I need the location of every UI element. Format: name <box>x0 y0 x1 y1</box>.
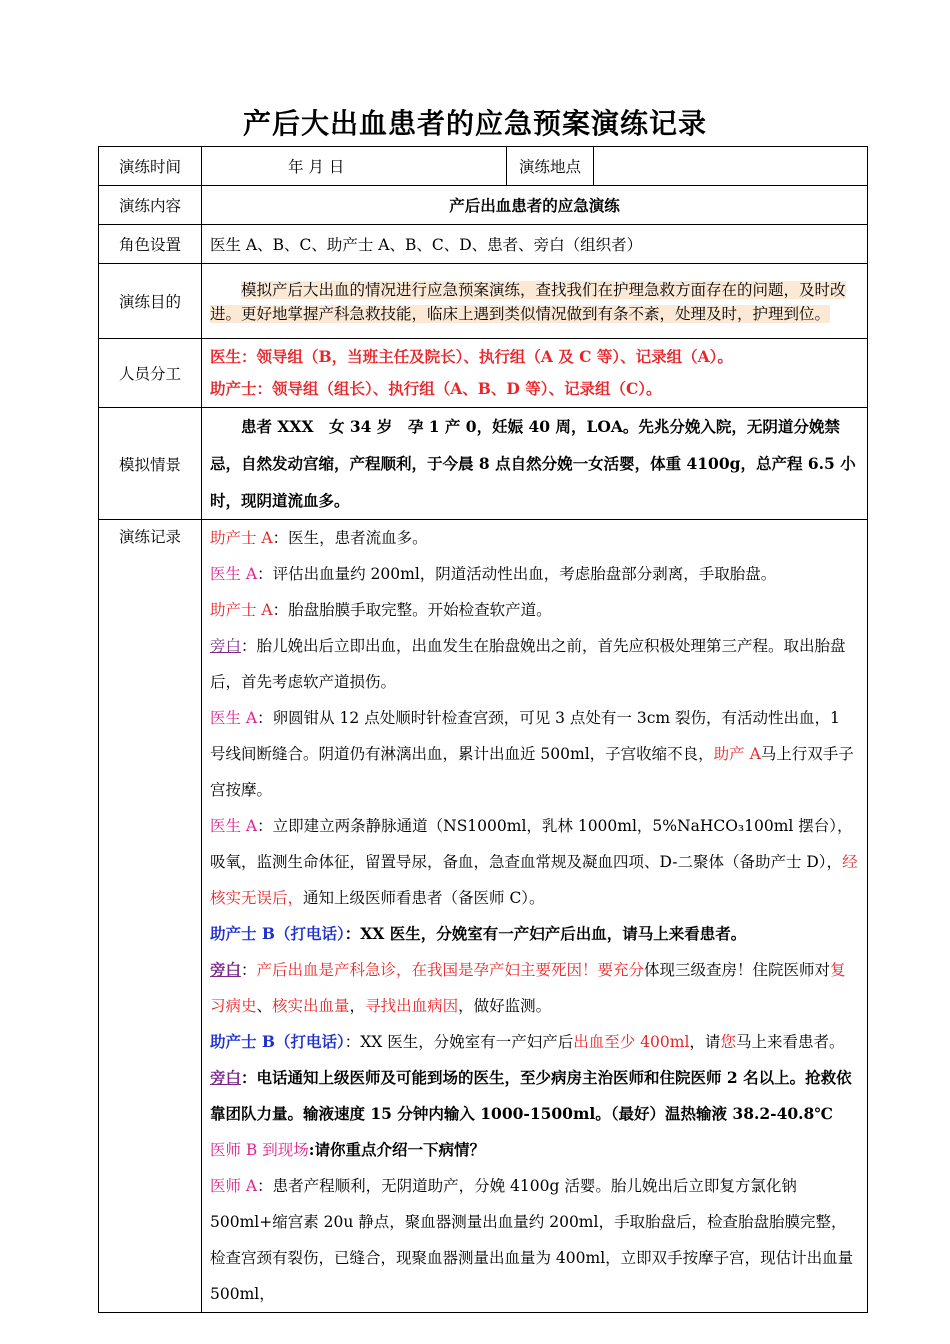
log-line-8 <box>210 952 859 1024</box>
label-roles: 角色设置 <box>99 225 202 264</box>
emphasis-text: 复习病史 <box>210 961 846 1015</box>
label-time: 演练时间 <box>99 147 202 186</box>
speech-text: ：患者产程顺利，无阴道助产，分娩 4100g 活婴。胎儿娩出后立即复方氯化钠 500ml+缩宫素 20u 静点，聚血器测量出血量约 200ml，手取胎盘后，检查胎盘胎膜完整，检查宫颈有裂伤，已缝合，现聚血器测量出血量为 400ml，立即双手按摩子宫，现估计出血量 500ml， <box>210 1177 854 1303</box>
emphasis-text: 核实出血量 <box>272 997 350 1015</box>
value-place <box>594 147 868 186</box>
row-scene <box>99 408 868 520</box>
speech-text: 马上来看患者。 <box>735 1033 845 1051</box>
row-log <box>99 520 868 1313</box>
staff-cell <box>202 339 868 408</box>
speaker-midwife-b: 助产士 B（打电话） <box>210 924 345 943</box>
speech-text: ， <box>349 997 366 1015</box>
row-goal <box>99 264 868 339</box>
log-line-7 <box>210 916 859 952</box>
label-scene: 模拟情景 <box>99 408 202 520</box>
log-line-10 <box>210 1060 859 1132</box>
speech-text: ：立即建立两条静脉通道（NS1000ml，乳林 1000ml，5%NaHCO₃100ml 摆台），吸氧，监测生命体征，留置导尿，备血，急查血常规及凝血四项、D-二聚体（备助产士 D）， <box>210 817 853 871</box>
speaker-midwife-b: 助产士 B（打电话） <box>210 1032 345 1051</box>
scene-cell <box>202 408 868 520</box>
speaker-doctor-a: 医生 A <box>210 709 258 727</box>
goal-cell <box>202 264 868 339</box>
speaker-doctor-a: 医生 A <box>210 565 258 583</box>
emphasis-text: 经核实无误后， <box>210 853 858 907</box>
label-content: 演练内容 <box>99 186 202 225</box>
speech-text: :请你重点介绍一下病情？ <box>308 1140 485 1159</box>
label-goal: 演练目的 <box>99 264 202 339</box>
speech-text: ：医生，患者流血多。 <box>272 529 428 547</box>
emphasis-text: 出血至少 400ml <box>573 1033 690 1051</box>
log-line-5 <box>210 700 859 808</box>
log-line-6 <box>210 808 859 916</box>
document-title: 产后大出血患者的应急预案演练记录 <box>242 107 707 140</box>
value-scene: 患者 XXX 女 34 岁 孕 1 产 0，妊娠 40 周，LOA。先兆分娩入院，无阴道分娩禁忌，自然发动宫缩，产程顺利，于今晨 8 点自然分娩一女活婴，体重 4100g，总产程 6.5 小时，现阴道流血多。 <box>210 417 856 510</box>
speech-text: ：XX 医生，分娩室有一产妇产后出血，请马上来看患者。 <box>344 924 747 943</box>
speech-text: ：胎儿娩出后立即出血，出血发生在胎盘娩出之前，首先应积极处理第三产程。取出胎盘后，首先考虑软产道损伤。 <box>210 637 846 691</box>
value-goal: 模拟产后大出血的情况进行应急预案演练，查找我们在护理急救方面存在的问题，及时改进。更好地掌握产科急救技能，临床上遇到类似情况做到有条不紊，处理及时，护理到位。 <box>210 281 846 323</box>
value-content: 产后出血患者的应急演练 <box>202 186 868 225</box>
log-cell <box>202 520 868 1313</box>
label-log: 演练记录 <box>99 520 202 1313</box>
log-line-11 <box>210 1132 859 1168</box>
speaker-midwife-a-inline: 助产 A <box>713 745 761 763</box>
speech-text: ：评估出血量约 200ml，阴道活动性出血，考虑胎盘部分剥离，手取胎盘。 <box>257 565 777 583</box>
speaker-narrator: 旁白 <box>210 1068 242 1087</box>
value-roles: 医生 A、B、C、助产士 A、B、C、D、患者、旁白（组织者） <box>202 225 868 264</box>
speech-text: ： <box>241 961 257 979</box>
speaker-narrator: 旁白 <box>210 960 242 979</box>
log-line-4 <box>210 628 859 700</box>
speech-text: ，做好监测。 <box>458 997 552 1015</box>
staff-midwives: 助产士：领导组（组长）、执行组（A、B、D 等）、记录组（C）。 <box>210 379 662 398</box>
row-staff <box>99 339 868 408</box>
label-staff: 人员分工 <box>99 339 202 408</box>
speaker-doctor-a: 医师 A <box>210 1177 258 1195</box>
staff-doctors: 医生：领导组（B，当班主任及院长）、执行组（A 及 C 等）、记录组（A）。 <box>210 347 733 366</box>
value-date: 年 月 日 <box>202 147 507 186</box>
emphasis-text: 您 <box>720 1033 736 1051</box>
speaker-doctor-a: 医生 A <box>210 817 258 835</box>
speech-text: ：电话通知上级医师及可能到场的医生，至少病房主治医师和住院医师 2 名以上。抢救依靠团队力量。输液速度 15 分钟内输入 1000-1500ml。（最好）温热输液 38.2-40.8℃ <box>210 1068 852 1123</box>
log-line-3 <box>210 592 859 628</box>
row-roles <box>99 225 868 264</box>
emphasis-text: 寻找出血病因 <box>365 997 459 1015</box>
row-time <box>99 147 868 186</box>
speech-text: 马上行双手子宫按摩。 <box>210 745 854 799</box>
log-line-1 <box>210 520 859 556</box>
emphasis-text: 产后出血是产科急诊，在我国是孕产妇主要死因！要充分 <box>256 961 645 979</box>
drill-record-table <box>98 146 868 1313</box>
speech-text: ：卵圆钳从 12 点处顺时针检查宫颈，可见 3 点处有一 3cm 裂伤，有活动性出血，1 号线间断缝合。阴道仍有淋漓出血，累计出血近 500ml，子宫收缩不良， <box>210 709 840 763</box>
log-line-2 <box>210 556 859 592</box>
speech-text: 体现三级查房！住院医师对 <box>644 961 831 979</box>
log-line-12 <box>210 1168 859 1312</box>
label-place: 演练地点 <box>507 147 594 186</box>
speech-text: 通知上级医师看患者（备医师 C）。 <box>303 889 545 907</box>
speech-text: ，请 <box>689 1033 721 1051</box>
speech-text: ：XX 医生，分娩室有一产妇产后 <box>344 1033 574 1051</box>
speaker-midwife-a: 助产士 A <box>210 529 273 547</box>
log-line-9 <box>210 1024 859 1060</box>
speaker-midwife-a: 助产士 A <box>210 601 273 619</box>
speaker-narrator: 旁白 <box>210 637 242 655</box>
row-content <box>99 186 868 225</box>
speaker-doctor-b: 医师 B 到现场 <box>210 1141 309 1159</box>
speech-text: ：胎盘胎膜手取完整。开始检查软产道。 <box>272 601 552 619</box>
speech-text: 、 <box>256 997 273 1015</box>
